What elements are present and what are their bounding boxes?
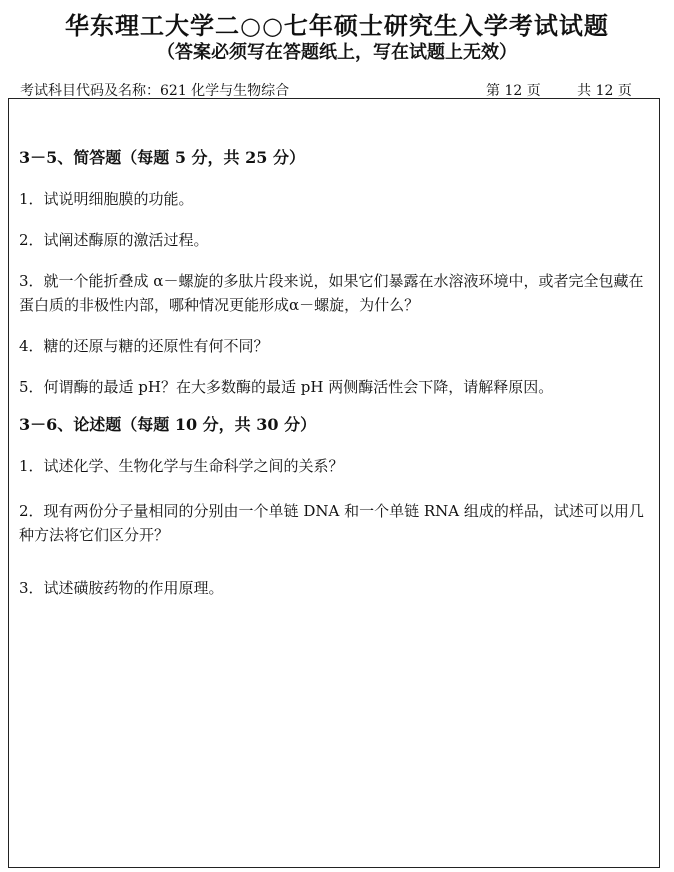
question-3: 3．就一个能折叠成 α－螺旋的多肽片段来说，如果它们暴露在水溶液环境中，或者完全包藏在蛋白质的非极性内部，哪种情况更能形成α－螺旋，为什么？	[19, 272, 644, 314]
exam-title: 华东理工大学二○○七年硕士研究生入学考试试题	[65, 11, 609, 40]
subject-code-name: 考试科目代码及名称：621 化学与生物综合	[20, 83, 290, 99]
exam-subtitle: （答案必须写在答题纸上，写在试题上无效）	[157, 42, 517, 63]
page-total: 共 12 页	[577, 83, 632, 99]
question-5: 5．何谓酶的最适 pH？在大多数酶的最适 pH 两侧酶活性会下降，请解释原因。	[19, 378, 554, 396]
question-4: 4．糖的还原与糖的还原性有何不同？	[19, 337, 269, 355]
question-1: 1．试说明细胞膜的功能。	[19, 190, 194, 208]
exam-content	[19, 146, 649, 600]
essay-question-1: 1．试述化学、生物化学与生命科学之间的关系？	[19, 457, 344, 475]
essay-question-2: 2．现有两份分子量相同的分别由一个单链 DNA 和一个单链 RNA 组成的样品，试述可以用几种方法将它们区分开？	[19, 502, 644, 544]
page-indicator	[486, 80, 636, 100]
page-current: 第 12 页	[486, 83, 541, 99]
question-2: 2．试阐述酶原的激活过程。	[19, 231, 209, 249]
essay-question-3: 3．试述磺胺药物的作用原理。	[19, 579, 224, 597]
section-heading-essay: 3－6、论述题（每题 10 分，共 30 分）	[19, 415, 317, 434]
section-heading-short-answer: 3－5、简答题（每题 5 分，共 25 分）	[19, 148, 305, 167]
